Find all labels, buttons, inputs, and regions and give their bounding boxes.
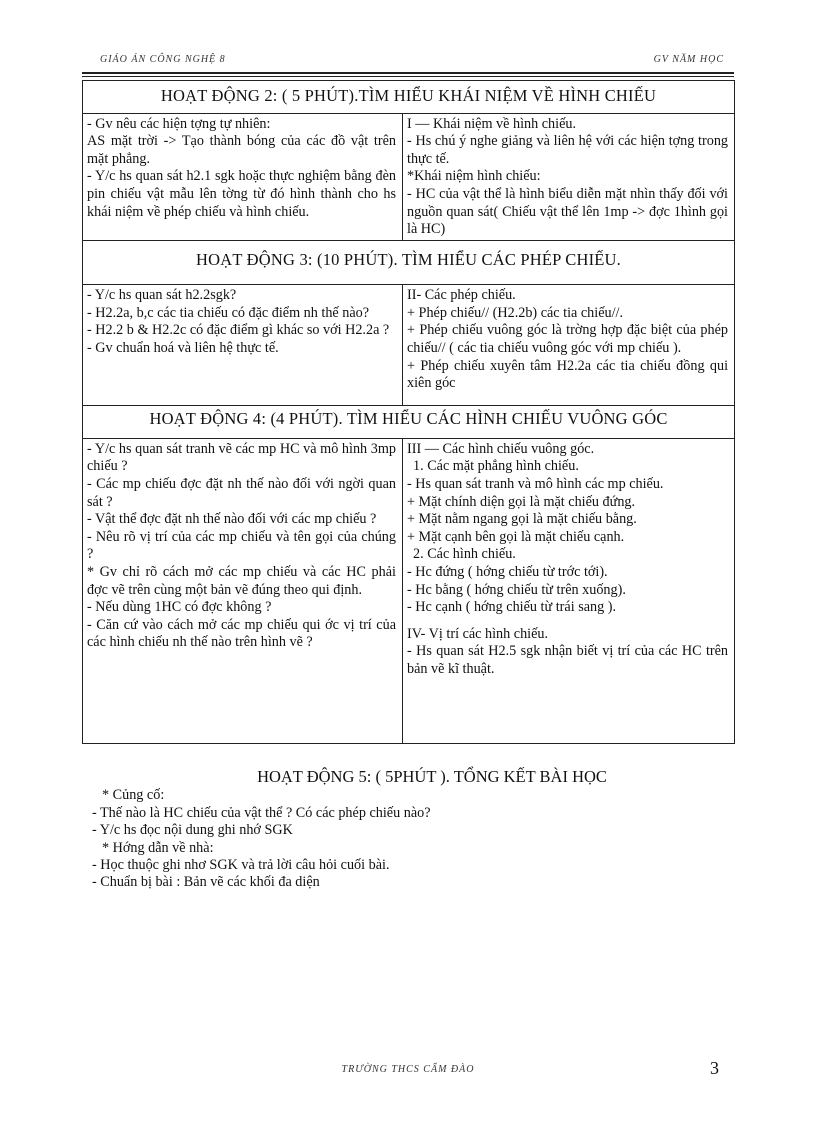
activity-4-left-line: - Các mp chiếu đợc đặt nh thế nào đối với ngời quan sát ? [87, 475, 396, 510]
activity-2-heading-row [83, 81, 735, 114]
activity-3-content-row [83, 285, 735, 406]
activity-4-right-line: IV- Vị trí các hình chiếu. [407, 625, 549, 642]
activity-4-right-gap [407, 617, 728, 626]
activity-2-left-line: - Y/c hs quan sát h2.1 sgk hoặc thực nghiệm bằng đèn pin chiếu vật mẫu lên tờng từ đó hình thành cho hs khái niệm về phép chiếu và hình chiếu. [87, 168, 396, 220]
activity-4-right-line: - Hs quan sát tranh và mô hình các mp chiếu. [407, 475, 664, 492]
activity-2-content-cell [403, 113, 735, 240]
activity-4-left-line: * Gv chỉ rõ cách mở các mp chiếu và các HC phải đợc vẽ trên cùng một bản vẽ đúng theo qui định. [87, 563, 396, 598]
summary-line: - Y/c hs đọc nội dung ghi nhớ SGK [92, 822, 293, 839]
activity-3-teacher-cell [83, 285, 403, 406]
activity-2-left-line: - Gv nêu các hiện tợng tự nhiên: [87, 115, 271, 132]
activity-3-left-line: - Gv chuẩn hoá và liên hệ thực tế. [87, 339, 279, 356]
page-number: 3 [710, 1058, 719, 1078]
footer-school-name: TRƯỜNG THCS CẨM ĐÀO [341, 1064, 475, 1075]
activity-4-right-line: - Hc cạnh ( hớng chiếu từ trái sang ). [407, 599, 617, 616]
summary-line: - Thế nào là HC chiếu của vật thể ? Có các phép chiếu nào? [92, 804, 431, 821]
activity-4-left-line: - Nêu rõ vị trí của các mp chiếu và tên gọi của chúng ? [87, 528, 396, 563]
summary-line: * Hớng dẫn về nhà: [102, 839, 214, 856]
summary-line: - Học thuộc ghi nhơ SGK và trả lời câu hỏi cuối bài. [92, 857, 390, 874]
summary-line: - Chuẩn bị bài : Bản vẽ các khối đa diện [92, 874, 320, 891]
header-rule [82, 72, 734, 74]
lesson-table [82, 80, 735, 744]
activity-2-right-line: - HC của vật thể là hình biểu diễn mặt nhìn thấy đối với nguồn quan sát( Chiếu vật thể lên 1mp -> đợc 1hình gọi là HC) [407, 185, 729, 238]
header-left-text: GIÁO ÁN CÔNG NGHỆ 8 [100, 54, 226, 65]
activity-2-teacher-cell [83, 113, 403, 240]
activity-4-right-line: 1. Các mặt phẳng hình chiếu. [413, 458, 579, 475]
activity-4-right-line: - Hs quan sát H2.5 sgk nhận biết vị trí của các HC trên bản vẽ kĩ thuật. [407, 643, 729, 677]
activity-3-heading: HOẠT ĐỘNG 3: (10 PHÚT). TÌM HIỂU CÁC PHÉP CHIẾU. [83, 240, 735, 285]
activity-2-heading: HOẠT ĐỘNG 2: ( 5 PHÚT).TÌM HIỂU KHÁI NIỆM VỀ HÌNH CHIẾU [83, 81, 735, 114]
activity-4-left-line: - Vật thể đợc đặt nh thế nào đối với các mp chiếu ? [87, 511, 377, 528]
activity-2-right-line: *Khái niệm hình chiếu: [407, 168, 541, 185]
header-rule-thin [82, 76, 734, 77]
activity-4-heading-row [83, 406, 735, 439]
activity-4-content-cell [403, 438, 735, 743]
activity-4-content-row [83, 438, 735, 743]
activity-4-teacher-cell [83, 438, 403, 743]
activity-2-right-line: - Hs chú ý nghe giảng và liên hệ với các hiện tợng trong thực tế. [407, 133, 729, 167]
activity-3-left-line: - H2.2 b & H2.2c có đặc điểm gì khác so với H2.2a ? [87, 322, 390, 339]
activity-3-heading-row [83, 240, 735, 285]
activity-5-heading: HOẠT ĐỘNG 5: ( 5PHÚT ). TỔNG KẾT BÀI HỌC [257, 767, 607, 786]
activity-4-right-line: - Hc đứng ( hớng chiếu từ trớc tới). [407, 563, 608, 580]
activity-4-right-line: 2. Các hình chiếu. [413, 546, 516, 563]
summary-section [92, 768, 652, 892]
activity-4-left-line: - Căn cứ vào cách mở các mp chiếu qui ớc vị trí của các hình chiếu nh thế nào trên hình vẽ ? [87, 616, 396, 651]
activity-2-right-line: I — Khái niệm về hình chiếu. [407, 115, 577, 132]
activity-3-right-line: + Phép chiếu vuông góc là trờng hợp đặc biệt của phép chiếu// ( các tia chiếu vuông góc với mp chiếu ). [407, 322, 729, 356]
activity-4-right-line: + Mặt nằm ngang gọi là mặt chiếu bằng. [407, 511, 637, 528]
activity-4-left-line: - Y/c hs quan sát tranh vẽ các mp HC và mô hình 3mp chiếu ? [87, 440, 396, 475]
activity-4-right-line: + Mặt cạnh bên gọi là mặt chiếu cạnh. [407, 528, 625, 545]
summary-line: * Củng cố: [102, 787, 165, 804]
activity-3-right-line: II- Các phép chiếu. [407, 287, 516, 304]
activity-3-content-cell [403, 285, 735, 406]
activity-3-right-line: + Phép chiếu xuyên tâm H2.2a các tia chiếu đồng qui xiên góc [407, 357, 729, 392]
activity-4-heading: HOẠT ĐỘNG 4: (4 PHÚT). TÌM HIỂU CÁC HÌNH CHIẾU VUÔNG GÓC [83, 406, 735, 439]
activity-4-right-line: + Mặt chính diện gọi là mặt chiếu đứng. [407, 493, 636, 510]
activity-2-content-row [83, 113, 735, 240]
activity-3-left-line: - H2.2a, b,c các tia chiếu có đặc điểm nh thế nào? [87, 304, 370, 321]
activity-2-left-line: AS mặt trời -> Tạo thành bóng của các đồ vật trên mặt phẳng. [87, 133, 396, 167]
activity-3-left-line: - Y/c hs quan sát h2.2sgk? [87, 287, 237, 304]
activity-3-right-line: + Phép chiếu// (H2.2b) các tia chiếu//. [407, 304, 624, 321]
header-right-text: GV NĂM HỌC [653, 54, 724, 65]
activity-4-left-line: - Nếu dùng 1HC có đợc không ? [87, 599, 272, 616]
activity-4-right-line: - Hc bằng ( hớng chiếu từ trên xuống). [407, 581, 626, 598]
activity-4-right-line: III — Các hình chiếu vuông góc. [407, 440, 595, 457]
